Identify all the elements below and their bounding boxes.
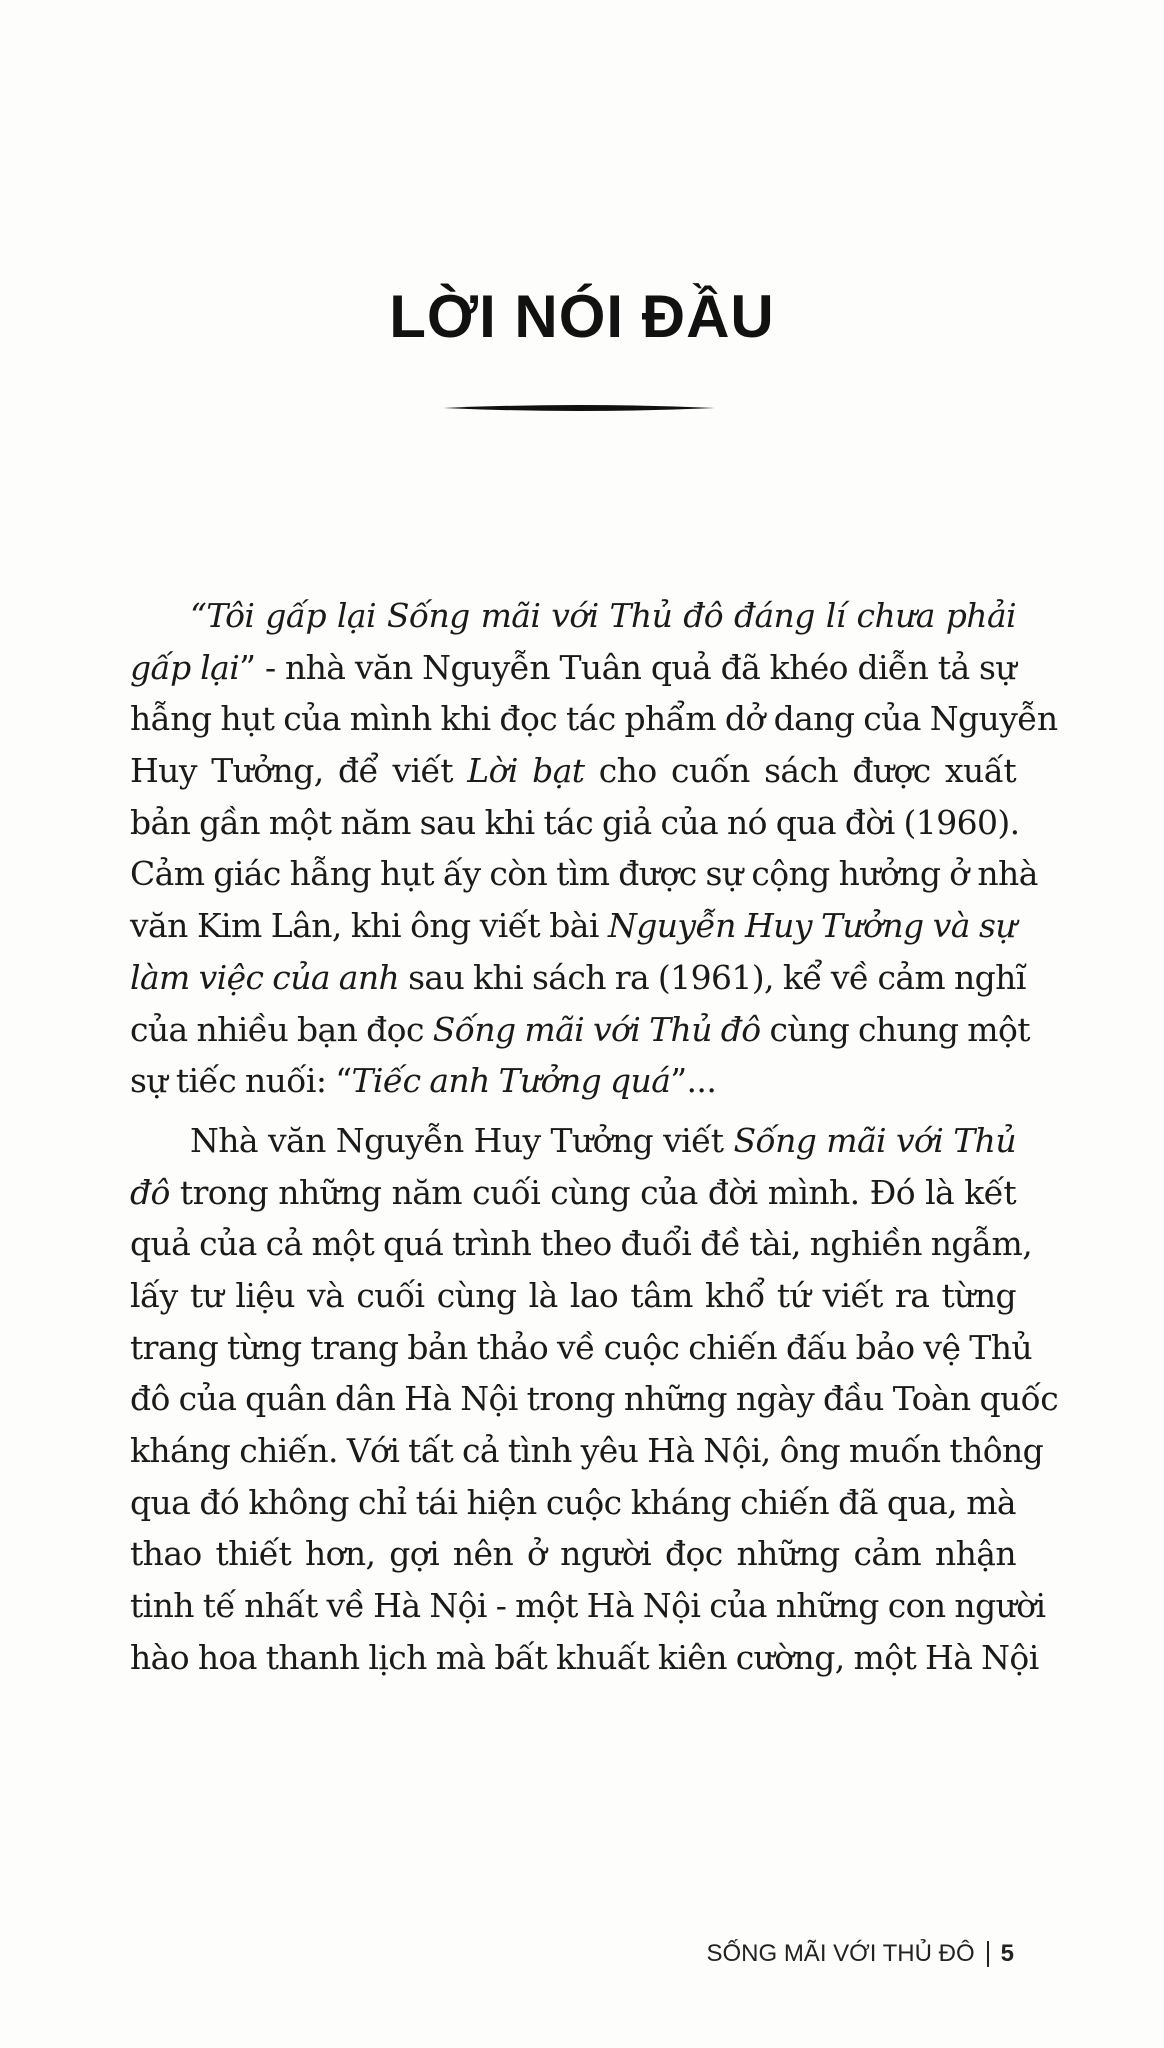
italic-text: Lời bạt bbox=[467, 751, 585, 791]
text-line bbox=[130, 642, 1016, 694]
text-segment: cho cuốn sách được xuất bbox=[584, 751, 1016, 791]
page-number: 5 bbox=[1000, 1940, 1014, 1967]
text-segment: sau khi sách ra (1961), kể về cảm nghĩ bbox=[399, 957, 1026, 997]
italic-text: đô bbox=[130, 1172, 170, 1212]
text-segment: Cảm giác hẫng hụt ấy còn tìm được sự cộng hưởng ở nhà bbox=[130, 854, 1038, 894]
text-line bbox=[130, 900, 1016, 952]
text-line bbox=[130, 1425, 1044, 1477]
title-underline bbox=[443, 403, 715, 413]
italic-text: Sống mãi với Thủ đô bbox=[432, 1009, 761, 1049]
text-segment: trong những năm cuối cùng của đời mình. Đó là kết bbox=[169, 1172, 1016, 1212]
paragraph bbox=[130, 590, 1058, 1107]
italic-text: Sống mãi với Thủ bbox=[733, 1120, 1016, 1160]
chapter-title: LỜI NÓI ĐẦU bbox=[389, 283, 775, 350]
italic-text: gấp lại bbox=[130, 647, 240, 687]
text-segment: tinh tế nhất về Hà Nội - một Hà Nội của những con người bbox=[130, 1586, 1046, 1626]
text-segment: trang từng trang bản thảo về cuộc chiến đấu bảo vệ Thủ bbox=[130, 1327, 1032, 1367]
italic-text: Nguyễn Huy Tưởng và sự bbox=[607, 906, 1016, 946]
text-segment: Nhà văn Nguyễn Huy Tưởng viết bbox=[190, 1120, 734, 1160]
text-segment: đô của quân dân Hà Nội trong những ngày đầu Toàn quốc bbox=[130, 1379, 1059, 1419]
italic-text: “Tôi gấp lại Sống mãi với Thủ đô đáng lí chưa phải bbox=[190, 596, 1016, 635]
italic-text: Tiếc anh Tưởng quá bbox=[351, 1061, 671, 1101]
text-segment: văn Kim Lân, khi ông viết bài bbox=[130, 906, 608, 946]
paragraph-gap bbox=[130, 1107, 1016, 1115]
text-line bbox=[130, 1580, 1046, 1632]
text-segment: hào hoa thanh lịch mà bất khuất kiên cường, một Hà Nội bbox=[130, 1637, 1039, 1677]
text-line bbox=[130, 1322, 1032, 1374]
text-line bbox=[130, 1270, 1016, 1322]
text-line bbox=[130, 1115, 1016, 1167]
text-line bbox=[130, 745, 1016, 797]
text-line bbox=[130, 1373, 1059, 1425]
text-line bbox=[130, 693, 1058, 745]
text-line bbox=[130, 1632, 1039, 1684]
text-segment: bản gần một năm sau khi tác giả của nó qua đời (1960). bbox=[130, 802, 1020, 842]
text-line bbox=[130, 1004, 1030, 1056]
text-line bbox=[130, 1167, 1016, 1219]
text-segment: kháng chiến. Với tất cả tình yêu Hà Nội, ông muốn thông bbox=[130, 1431, 1044, 1470]
text-line bbox=[130, 848, 1038, 900]
text-segment: sự tiếc nuối: “ bbox=[130, 1061, 352, 1101]
running-title: SỐNG MÃI VỚI THỦ ĐÔ bbox=[706, 1940, 975, 1967]
text-line bbox=[130, 952, 1026, 1004]
text-segment: của nhiều bạn đọc bbox=[130, 1009, 433, 1049]
text-segment: cùng chung một bbox=[760, 1009, 1030, 1049]
text-line bbox=[130, 590, 1016, 642]
text-segment: ”... bbox=[670, 1061, 717, 1101]
text-line bbox=[130, 1477, 1016, 1529]
text-line bbox=[130, 1055, 1016, 1107]
text-line bbox=[130, 1528, 1016, 1580]
text-segment: qua đó không chỉ tái hiện cuộc kháng chiến đã qua, mà bbox=[130, 1482, 1016, 1522]
text-segment: Huy Tưởng, để viết bbox=[130, 751, 468, 791]
italic-text: làm việc của anh bbox=[130, 957, 400, 997]
text-segment: lấy tư liệu và cuối cùng là lao tâm khổ tứ viết ra từng bbox=[130, 1275, 1016, 1315]
text-segment: hẫng hụt của mình khi đọc tác phẩm dở dang của Nguyễn bbox=[130, 699, 1058, 739]
page-footer bbox=[706, 1940, 1014, 1968]
text-line bbox=[130, 797, 1020, 849]
body-text bbox=[130, 590, 1059, 1683]
text-segment: quả của cả một quá trình theo đuổi đề tài, nghiền ngẫm, bbox=[130, 1224, 1033, 1264]
footer-divider bbox=[987, 1941, 989, 1967]
text-segment: thao thiết hơn, gợi nên ở người đọc những cảm nhận bbox=[130, 1534, 1016, 1574]
text-segment: ” - nhà văn Nguyễn Tuân quả đã khéo diễn tả sự bbox=[239, 647, 1017, 687]
text-line bbox=[130, 1218, 1033, 1270]
paragraph bbox=[130, 1115, 1059, 1684]
